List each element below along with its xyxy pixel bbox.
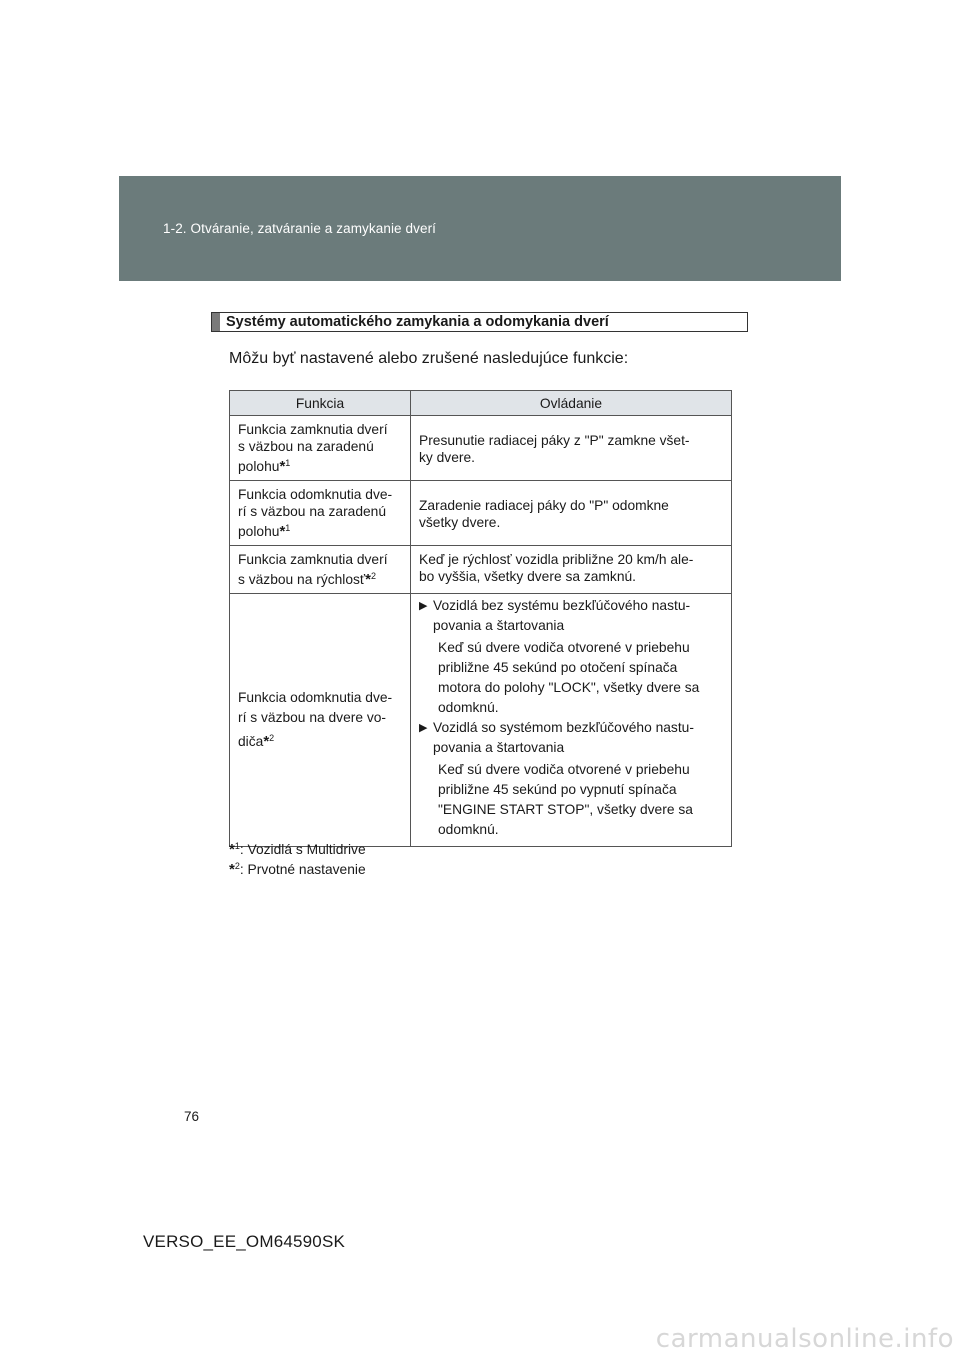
function-line: Funkcia odomknutia dve- bbox=[238, 690, 393, 705]
function-cell bbox=[230, 416, 411, 481]
description-line: približne 45 sekúnd po otočení spínača bbox=[438, 660, 678, 675]
function-cell bbox=[230, 546, 411, 594]
footnote-ref: 1 bbox=[285, 458, 291, 468]
function-line bbox=[238, 455, 402, 475]
function-line: rí s väzbou na zaradenú bbox=[238, 504, 387, 519]
bullet-item bbox=[419, 718, 723, 758]
description-line: približne 45 sekúnd po vypnutí spínača bbox=[438, 782, 677, 797]
function-line: Funkcia zamknutia dverí bbox=[238, 552, 388, 567]
bullet-item bbox=[419, 596, 723, 636]
table-row bbox=[230, 481, 732, 546]
triangle-bullet-icon: ▶ bbox=[419, 722, 428, 734]
footnote-ref: 2 bbox=[234, 861, 240, 871]
function-line bbox=[238, 520, 402, 540]
intro-text: Môžu byť nastavené alebo zrušené nasledujúce funkcie: bbox=[229, 350, 629, 367]
bullet-heading bbox=[433, 718, 723, 758]
function-line: rí s väzbou na dvere vo- bbox=[238, 710, 387, 725]
function-cell bbox=[230, 481, 411, 546]
header-band bbox=[119, 176, 841, 281]
footnote-ref: 2 bbox=[269, 733, 275, 743]
header-section-title: 1-2. Otváranie, zatváranie a zamykanie dverí bbox=[163, 221, 437, 236]
description-line: odomknú. bbox=[438, 822, 499, 837]
description-line: Keď sú dvere vodiča otvorené v priebehu bbox=[438, 762, 690, 777]
function-table bbox=[229, 390, 732, 847]
section-title-marker bbox=[212, 313, 220, 331]
footnote-star: * bbox=[365, 571, 371, 588]
description-line: Keď sú dvere vodiča otvorené v priebehu bbox=[438, 640, 690, 655]
footnote-star: * bbox=[279, 458, 286, 475]
footnote-star: * bbox=[229, 841, 235, 858]
control-line: všetky dvere. bbox=[419, 515, 501, 530]
footnote-text: : Prvotné nastavenie bbox=[239, 862, 366, 877]
description-line: odomknú. bbox=[438, 700, 499, 715]
footnote-ref: 1 bbox=[234, 841, 240, 851]
control-text-block bbox=[419, 486, 723, 531]
table-row bbox=[230, 416, 732, 481]
function-line: Funkcia odomknutia dve- bbox=[238, 487, 393, 502]
footnote-star: * bbox=[229, 861, 235, 878]
bullet-description bbox=[419, 638, 723, 718]
bullet-line: Vozidlá so systémom bezkľúčového nastu- bbox=[433, 720, 694, 735]
watermark-bar bbox=[0, 1318, 960, 1358]
control-cell bbox=[411, 416, 732, 481]
function-cell bbox=[230, 594, 411, 847]
col-header-function: Funkcia bbox=[230, 391, 411, 416]
bullet-heading bbox=[433, 596, 723, 636]
control-cell bbox=[411, 481, 732, 546]
control-line: Keď je rýchlosť vozidla približne 20 km/h ale- bbox=[419, 552, 694, 567]
control-line: Zaradenie radiacej páky do "P" odomkne bbox=[419, 498, 669, 513]
function-text: s väzbou na rýchlosť bbox=[238, 572, 366, 587]
footnote-text: : Vozidlá s Multidrive bbox=[239, 842, 366, 857]
description-line: motora do polohy "LOCK", všetky dvere sa bbox=[438, 680, 700, 695]
table-header-row bbox=[230, 391, 732, 416]
footnote-star: * bbox=[263, 733, 270, 750]
control-line: Presunutie radiacej páky z "P" zamkne všet- bbox=[419, 433, 690, 448]
function-text: diča bbox=[238, 734, 264, 749]
footnotes bbox=[229, 838, 366, 878]
function-text: polohu bbox=[238, 459, 280, 474]
control-text-block bbox=[419, 421, 723, 466]
footnote-ref: 2 bbox=[370, 571, 376, 581]
footnote-star: * bbox=[279, 523, 286, 540]
bullet-line: povania a štartovania bbox=[433, 618, 565, 633]
col-header-control: Ovládanie bbox=[411, 391, 732, 416]
function-text: polohu bbox=[238, 524, 280, 539]
function-line bbox=[238, 728, 402, 752]
footnote-1 bbox=[229, 838, 366, 858]
control-cell bbox=[411, 546, 732, 594]
page-number: 76 bbox=[184, 1109, 200, 1124]
bullet-description bbox=[419, 760, 723, 840]
function-line: s väzbou na zaradenú bbox=[238, 439, 374, 454]
function-line bbox=[238, 568, 402, 588]
triangle-bullet-icon: ▶ bbox=[419, 600, 428, 612]
watermark: carmanualsonline.info bbox=[655, 1324, 954, 1354]
footnote-2 bbox=[229, 858, 366, 878]
control-line: ky dvere. bbox=[419, 450, 475, 465]
section-title-box bbox=[211, 312, 748, 332]
control-line: bo vyššia, všetky dvere sa zamknú. bbox=[419, 569, 637, 584]
bullet-line: Vozidlá bez systému bezkľúčového nastu- bbox=[433, 598, 691, 613]
table-row bbox=[230, 546, 732, 594]
section-title: Systémy automatického zamykania a odomykania dverí bbox=[226, 314, 609, 330]
table-row bbox=[230, 594, 732, 847]
bullet-line: povania a štartovania bbox=[433, 740, 565, 755]
function-line: Funkcia zamknutia dverí bbox=[238, 422, 388, 437]
footnote-ref: 1 bbox=[285, 523, 291, 533]
description-line: "ENGINE START STOP", všetky dvere sa bbox=[438, 802, 693, 817]
document-code: VERSO_EE_OM64590SK bbox=[143, 1232, 346, 1251]
control-cell bbox=[411, 594, 732, 847]
